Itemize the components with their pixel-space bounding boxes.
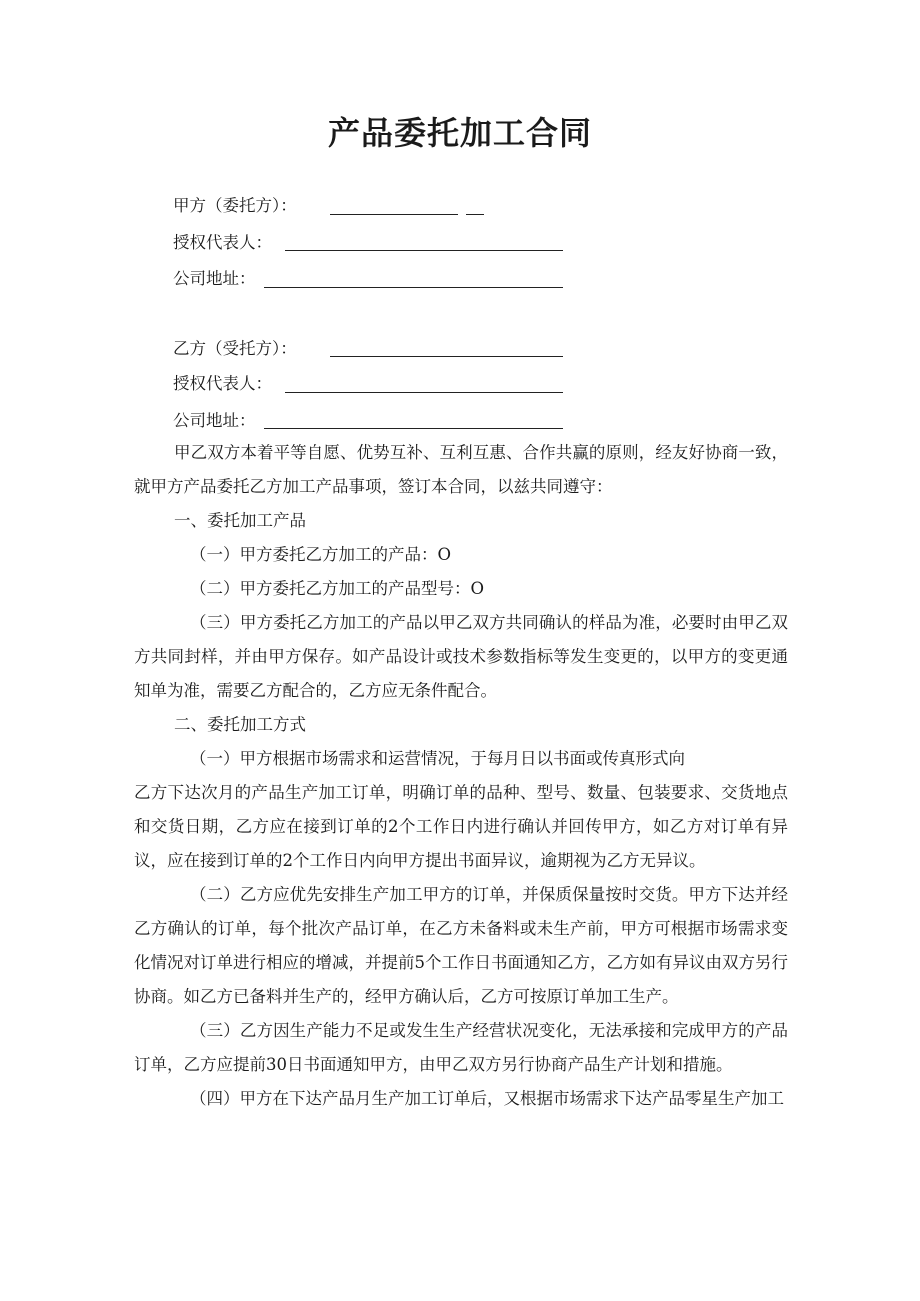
- clause-item: （一）甲方根据市场需求和运营情况，于每月日以书面或传真形式向: [190, 749, 685, 768]
- preamble: 甲乙双方本着平等自愿、优势互补、互利互惠、合作共赢的原则，经友好协商一致，就甲方产品委托乙方加工产品事项，签订本合同，以兹共同遵守：: [134, 443, 788, 496]
- clause-item: 乙方下达次月的产品生产加工订单，明确订单的品种、型号、数量、包装要求、交货地点和交货日期，乙方应在接到订单的2个工作日内进行确认并回传甲方，如乙方对订单有异议，应在接到订单的2个工作日内向甲方提出书面异议，逾期视为乙方无异议。: [134, 783, 788, 870]
- party-a-name-field: [173, 193, 297, 219]
- party-a-rep-field: [173, 230, 272, 256]
- clause-item: （三）乙方因生产能力不足或发生生产经营状况变化，无法承接和完成甲方的产品订单，乙方应提前30日书面通知甲方，由甲乙双方另行协商产品生产计划和措施。: [134, 1021, 788, 1074]
- clause-item: （三）甲方委托乙方加工的产品以甲乙双方共同确认的样品为准，必要时由甲乙双方共同封样，并由甲方保存。如产品设计或技术参数指标等发生变更的，以甲方的变更通知单为准，需要乙方配合的，乙方应无条件配合。: [134, 613, 788, 700]
- clause-item: （四）甲方在下达产品月生产加工订单后，又根据市场需求下达产品零星生产加工: [190, 1089, 784, 1108]
- party-a-addr-label: 公司地址：: [173, 269, 256, 288]
- party-b-name-label: 乙方（受托方）：: [173, 339, 297, 358]
- party-b-rep-label: 授权代表人：: [173, 374, 272, 393]
- clause-item: （一）甲方委托乙方加工的产品：O: [190, 545, 452, 564]
- section-heading: 一、委托加工产品: [174, 511, 306, 530]
- party-b-rep-blank: [285, 392, 563, 393]
- party-a-addr-blank: [264, 287, 563, 288]
- document-title: 产品委托加工合同: [327, 114, 592, 152]
- party-b-addr-label: 公司地址：: [173, 411, 256, 430]
- party-b-rep-field: [173, 371, 272, 397]
- party-b-addr-blank: [264, 428, 563, 429]
- party-b-name-blank: [330, 356, 563, 357]
- contract-body: [134, 436, 788, 1116]
- section-heading: 二、委托加工方式: [174, 715, 306, 734]
- party-b-addr-field: [173, 408, 256, 434]
- party-a-rep-label: 授权代表人：: [173, 233, 272, 252]
- party-a-name-blank: [330, 214, 458, 215]
- clause-item: （二）乙方应优先安排生产加工甲方的订单，并保质保量按时交货。甲方下达并经乙方确认的订单，每个批次产品订单，在乙方未备料或未生产前，甲方可根据市场需求变化情况对订单进行相应的增减，并提前5个工作日书面通知乙方，乙方如有异议由双方另行协商。如乙方已备料并生产的，经甲方确认后，乙方可按原订单加工生产。: [134, 885, 788, 1006]
- party-a-rep-blank: [285, 250, 563, 251]
- party-b-name-field: [173, 336, 297, 362]
- party-a-name-label: 甲方（委托方）：: [173, 196, 297, 215]
- party-a-name-blank-tail: [466, 214, 484, 215]
- clause-item: （二）甲方委托乙方加工的产品型号：O: [190, 579, 485, 598]
- party-a-addr-field: [173, 266, 256, 292]
